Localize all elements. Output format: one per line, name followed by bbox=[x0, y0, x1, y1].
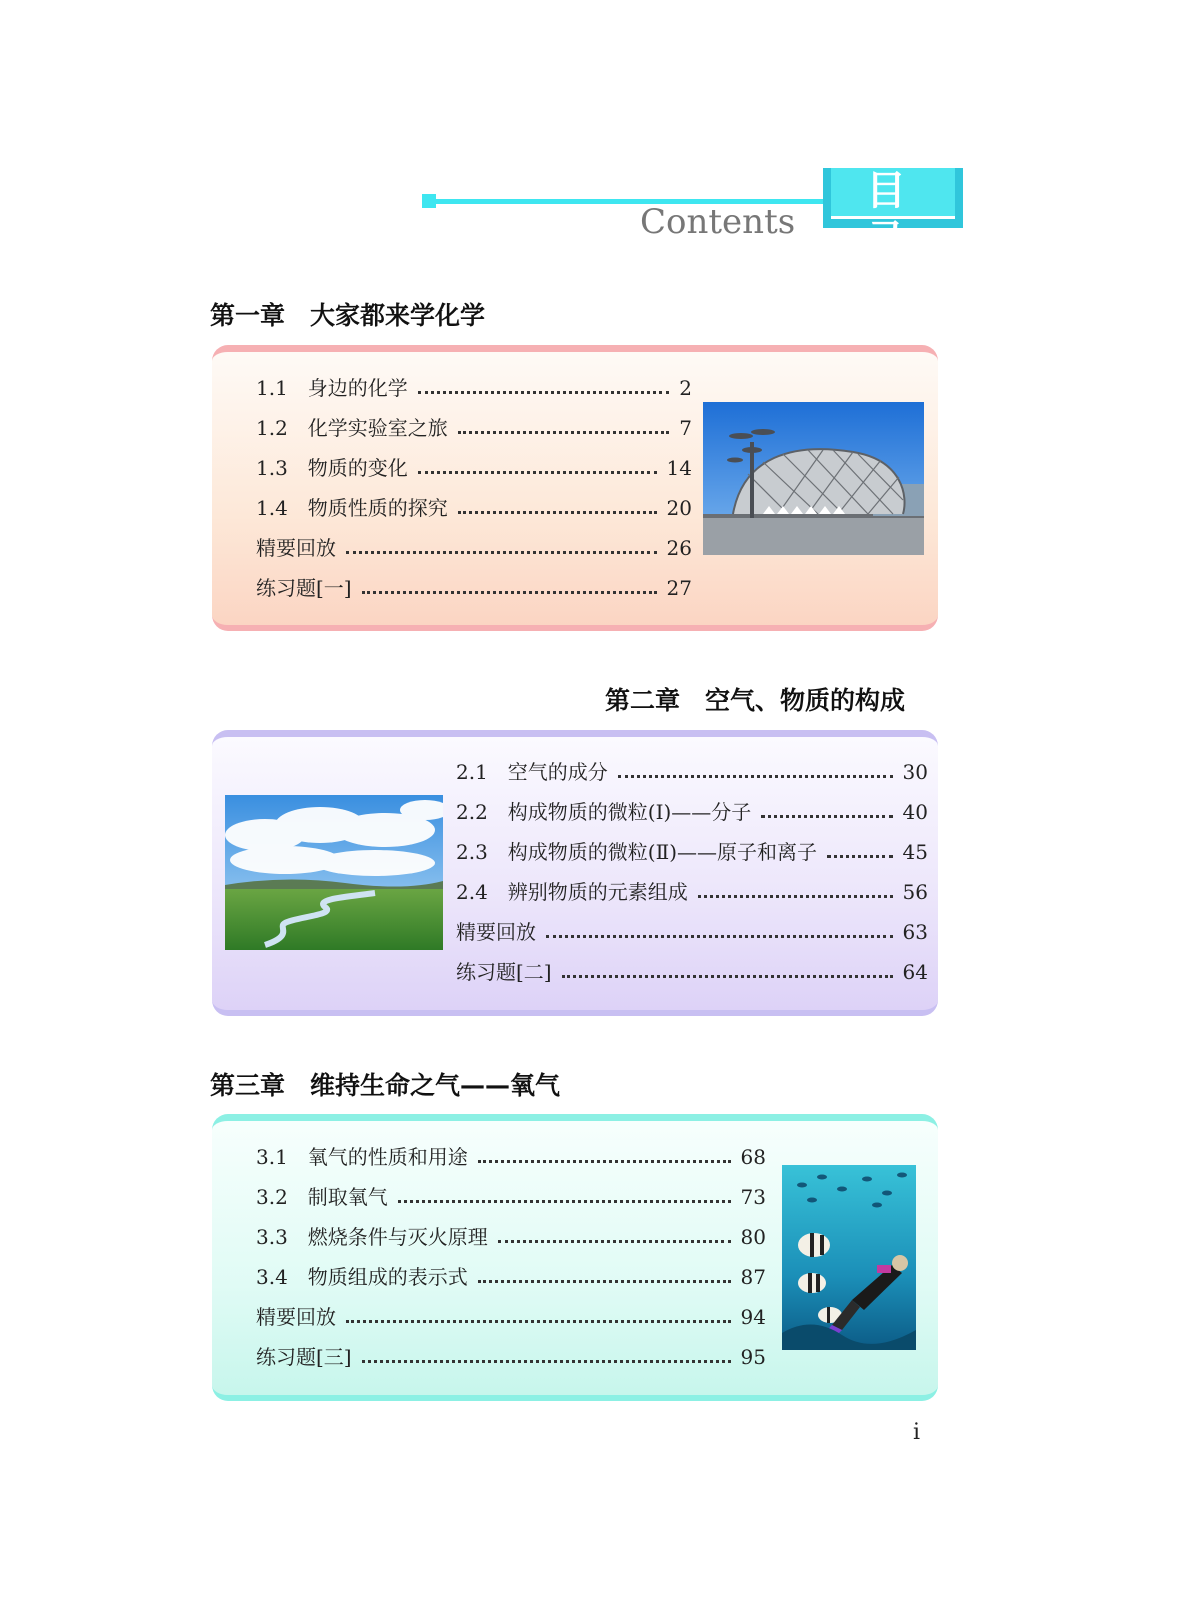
toc-label: 3.3 燃烧条件与灭火原理 bbox=[256, 1225, 488, 1249]
toc-leader-dots bbox=[827, 855, 893, 858]
toc-label: 1.4 物质性质的探究 bbox=[256, 496, 448, 520]
toc-label: 练习题[一] bbox=[256, 576, 352, 600]
toc-entry[interactable] bbox=[256, 1342, 766, 1372]
chapter-1-title: 第一章 大家都来学化学 bbox=[210, 301, 486, 330]
toc-entry[interactable] bbox=[456, 957, 928, 987]
toc-label: 2.2 构成物质的微粒(Ⅰ)——分子 bbox=[456, 800, 752, 824]
chapter-3-title: 第三章 维持生命之气——氧气 bbox=[210, 1071, 561, 1100]
toc-label: 精要回放 bbox=[456, 920, 536, 944]
toc-page-number: 80 bbox=[740, 1225, 766, 1249]
toc-leader-dots bbox=[478, 1280, 731, 1283]
toc-label: 3.4 物质组成的表示式 bbox=[256, 1265, 468, 1289]
toc-page-number: 87 bbox=[740, 1265, 766, 1289]
toc-label: 练习题[三] bbox=[256, 1345, 352, 1369]
toc-page-number: 68 bbox=[740, 1145, 766, 1169]
chapter-3-toc bbox=[256, 1142, 766, 1372]
toc-page-number: 26 bbox=[666, 536, 692, 560]
toc-label: 1.3 物质的变化 bbox=[256, 456, 408, 480]
toc-entry[interactable] bbox=[456, 837, 928, 867]
toc-leader-dots bbox=[418, 471, 657, 474]
grassland-photo bbox=[225, 795, 443, 950]
toc-page-number: 94 bbox=[740, 1305, 766, 1329]
toc-entry[interactable] bbox=[256, 1142, 766, 1172]
toc-page-number: 2 bbox=[679, 376, 692, 400]
toc-label: 2.3 构成物质的微粒(Ⅱ)——原子和离子 bbox=[456, 840, 818, 864]
toc-leader-dots bbox=[478, 1160, 731, 1163]
toc-label: 3.1 氧气的性质和用途 bbox=[256, 1145, 468, 1169]
page-subtitle: Contents bbox=[640, 202, 796, 242]
toc-leader-dots bbox=[498, 1240, 731, 1243]
page-title: 目 录 bbox=[866, 168, 920, 264]
toc-label: 练习题[二] bbox=[456, 960, 552, 984]
toc-entry[interactable] bbox=[256, 1182, 766, 1212]
toc-entry[interactable] bbox=[456, 917, 928, 947]
toc-label: 2.4 辨别物质的元素组成 bbox=[456, 880, 688, 904]
toc-entry[interactable] bbox=[256, 1222, 766, 1252]
toc-page-number: 20 bbox=[666, 496, 692, 520]
toc-entry[interactable] bbox=[256, 413, 692, 443]
toc-leader-dots bbox=[346, 1320, 731, 1323]
toc-entry[interactable] bbox=[256, 573, 692, 603]
toc-entry[interactable] bbox=[256, 533, 692, 563]
toc-leader-dots bbox=[761, 815, 892, 818]
toc-leader-dots bbox=[562, 975, 893, 978]
toc-page-number: 64 bbox=[902, 960, 928, 984]
toc-entry[interactable] bbox=[256, 1302, 766, 1332]
stadium-photo bbox=[703, 402, 924, 555]
toc-entry[interactable] bbox=[256, 453, 692, 483]
toc-entry[interactable] bbox=[256, 493, 692, 523]
toc-label: 3.2 制取氧气 bbox=[256, 1185, 388, 1209]
toc-label: 1.1 身边的化学 bbox=[256, 376, 408, 400]
toc-leader-dots bbox=[362, 1360, 731, 1363]
toc-leader-dots bbox=[398, 1200, 731, 1203]
chapter-1-toc bbox=[256, 373, 692, 603]
toc-leader-dots bbox=[698, 895, 893, 898]
toc-entry[interactable] bbox=[456, 797, 928, 827]
toc-page-number: 40 bbox=[902, 800, 928, 824]
toc-page-number: 56 bbox=[902, 880, 928, 904]
toc-label: 1.2 化学实验室之旅 bbox=[256, 416, 448, 440]
chapter-2-title: 第二章 空气、物质的构成 bbox=[605, 686, 906, 715]
toc-leader-dots bbox=[458, 511, 657, 514]
toc-label: 2.1 空气的成分 bbox=[456, 760, 608, 784]
toc-page-number: 95 bbox=[740, 1345, 766, 1369]
chapter-2-toc bbox=[456, 757, 928, 987]
toc-page-number: 30 bbox=[902, 760, 928, 784]
toc-page-number: 14 bbox=[666, 456, 692, 480]
toc-label: 精要回放 bbox=[256, 1305, 336, 1329]
toc-leader-dots bbox=[346, 551, 657, 554]
toc-entry[interactable] bbox=[456, 757, 928, 787]
toc-entry[interactable] bbox=[456, 877, 928, 907]
toc-entry[interactable] bbox=[256, 373, 692, 403]
toc-leader-dots bbox=[458, 431, 669, 434]
toc-entry[interactable] bbox=[256, 1262, 766, 1292]
toc-page-number: 45 bbox=[902, 840, 928, 864]
toc-leader-dots bbox=[362, 591, 657, 594]
diver-photo bbox=[782, 1165, 916, 1350]
toc-page-number: 27 bbox=[666, 576, 692, 600]
toc-page-number: 63 bbox=[902, 920, 928, 944]
toc-label: 精要回放 bbox=[256, 536, 336, 560]
toc-leader-dots bbox=[618, 775, 893, 778]
toc-page-number: 7 bbox=[679, 416, 692, 440]
page-number: i bbox=[913, 1420, 921, 1445]
toc-leader-dots bbox=[546, 935, 893, 938]
toc-leader-dots bbox=[418, 391, 669, 394]
toc-page-number: 73 bbox=[740, 1185, 766, 1209]
